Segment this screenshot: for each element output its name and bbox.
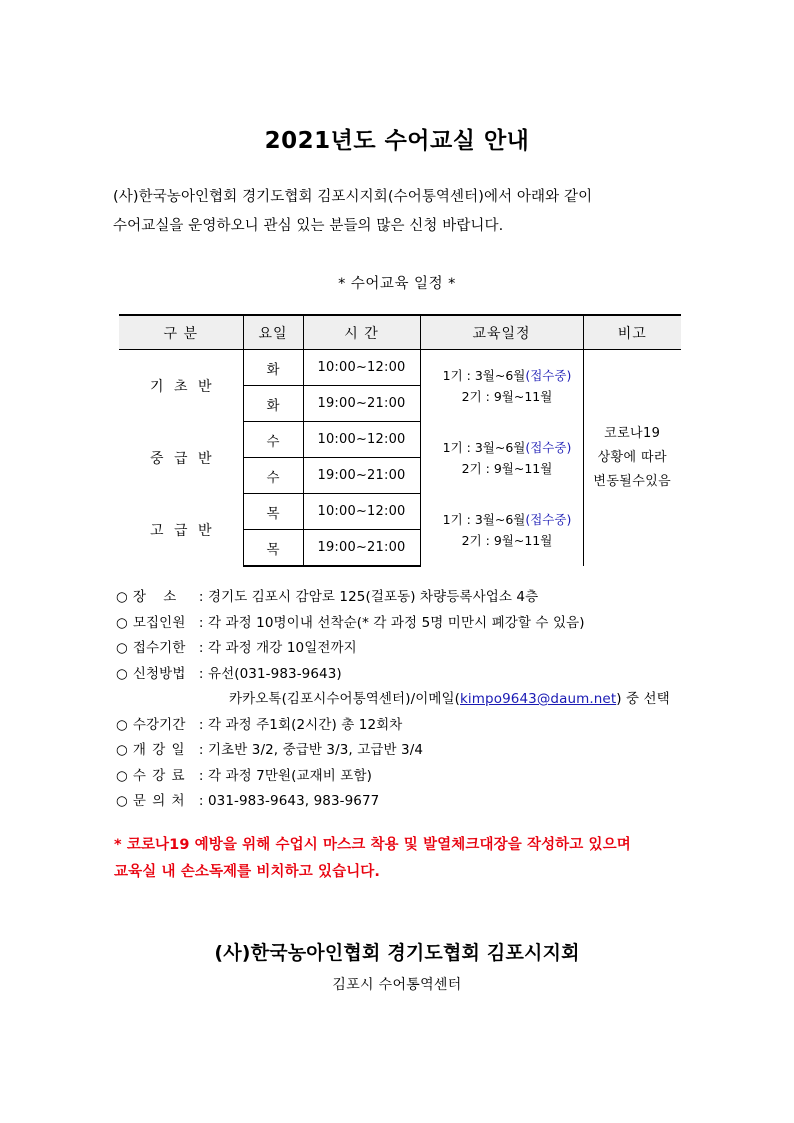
plan-term-1: [432, 365, 583, 386]
plan-term-1: [432, 509, 583, 530]
cell-day: 화: [243, 350, 303, 386]
bullet-icon: ○: [116, 614, 128, 631]
list-item-apply-method-alt: [116, 687, 696, 713]
cell-day: 목: [243, 494, 303, 530]
list-item-value: 기초반 3/2, 중급반 3/3, 고급반 3/4: [207, 742, 424, 758]
list-item-fee: [116, 764, 696, 790]
signature-center: 김포시 수어통역센터: [332, 977, 462, 993]
intro-paragraph: [113, 183, 683, 241]
schedule-table: [119, 314, 681, 567]
list-item-value: 경기도 김포시 감암로 125(걸포동) 차량등록사업소 4층: [207, 589, 539, 605]
list-item-value: 각 과정 개강 10일전까지: [207, 640, 357, 656]
list-item-value: 031-983-9643, 983-9677: [207, 793, 380, 809]
cell-day: 화: [243, 386, 303, 422]
table-row: [119, 350, 681, 386]
list-item-sep: :: [198, 614, 204, 631]
list-item-apply-method: [116, 662, 696, 688]
cell-time: 10:00~12:00: [303, 494, 420, 530]
bullet-icon: ○: [116, 640, 128, 656]
cell-day: 목: [243, 530, 303, 567]
intro-line-1: (사)한국농아인협회 경기도협회 김포시지회(수어통역센터)에서 아래와 같이: [113, 189, 593, 205]
remark-line-1: 코로나19: [604, 426, 661, 441]
bullet-icon: ○: [116, 793, 128, 809]
table-body: [119, 350, 681, 567]
cell-day: 수: [243, 458, 303, 494]
plan-term-1-text: 1기 : 3월~6월: [442, 439, 526, 455]
cell-plan: [420, 494, 583, 567]
covid-notice-line-1: * 코로나19 예방을 위해 수업시 마스크 착용 및 발열체크대장을 작성하고 있으며: [114, 837, 631, 853]
plan-term-1-text: 1기 : 3월~6월: [442, 511, 526, 527]
list-item-capacity: [116, 611, 696, 637]
list-item-value: 각 과정 주1회(2시간) 총 12회차: [207, 716, 403, 733]
list-item-sep: :: [198, 640, 204, 656]
col-header-bigo: 비고: [583, 315, 681, 350]
bullet-icon: ○: [116, 589, 128, 605]
list-item-value: 유선(031-983-9643): [207, 665, 342, 682]
signature-organization: (사)한국농아인협회 경기도협회 김포시지회: [214, 942, 580, 964]
list-item-label: 문 의 처: [132, 793, 186, 809]
cell-remark: [583, 350, 681, 567]
cell-time: 19:00~21:00: [303, 458, 420, 494]
plan-term-1-status: (접수중): [525, 439, 572, 455]
plan-term-1-status: (접수중): [525, 511, 572, 527]
cell-time: 19:00~21:00: [303, 386, 420, 422]
schedule-caption: * 수어교육 일정 *: [338, 276, 456, 292]
bullet-icon: ○: [116, 665, 128, 682]
table-header: [119, 315, 681, 350]
list-item-contact: [116, 789, 696, 815]
bullet-icon: ○: [116, 716, 128, 733]
list-item-label: 신청방법: [132, 665, 186, 682]
bullet-icon: ○: [116, 767, 128, 784]
plan-term-1-status: (접수중): [525, 367, 572, 383]
col-header-sigan: 시 간: [303, 315, 420, 350]
plan-term-1: [432, 437, 583, 458]
list-item-value: 각 과정 10명이내 선착순(* 각 과정 5명 미만시 폐강할 수 있음): [207, 614, 585, 631]
covid-notice: [114, 832, 686, 886]
plan-term-2: 2기 : 9월~11월: [461, 388, 553, 404]
list-item-label: 모집인원: [132, 614, 186, 631]
cell-day: 수: [243, 422, 303, 458]
cell-plan: [420, 422, 583, 494]
list-item-label: 수 강 료: [132, 767, 186, 784]
plan-term-2: 2기 : 9월~11월: [461, 460, 553, 476]
list-item-sep: :: [198, 665, 204, 682]
list-item-deadline: [116, 636, 696, 662]
email-link[interactable]: kimpo9643@daum.net: [460, 691, 617, 707]
list-item-sep: :: [198, 716, 204, 733]
table-header-row: [119, 315, 681, 350]
intro-line-2: 수어교실을 운영하오니 관심 있는 분들의 많은 신청 바랍니다.: [113, 218, 504, 234]
cell-time: 19:00~21:00: [303, 530, 420, 567]
list-item-sep: :: [198, 589, 204, 605]
cell-plan: [420, 350, 583, 422]
info-list: [116, 585, 696, 815]
apply-alt-suffix: ) 중 선택: [616, 691, 670, 707]
cell-time: 10:00~12:00: [303, 350, 420, 386]
plan-term-2: 2기 : 9월~11월: [461, 532, 553, 548]
list-item-start-date: [116, 738, 696, 764]
col-header-yoil: 요일: [243, 315, 303, 350]
plan-term-1-text: 1기 : 3월~6월: [442, 367, 526, 383]
list-item-location: [116, 585, 696, 611]
list-item-sep: :: [198, 767, 204, 784]
list-item-label: 수강기간: [132, 716, 186, 733]
cell-group-name: 고 급 반: [119, 494, 243, 567]
list-item-label: 개 강 일: [132, 742, 186, 758]
list-item-sep: :: [198, 742, 204, 758]
list-item-value: 각 과정 7만원(교재비 포함): [207, 767, 372, 784]
col-header-gubun: 구 분: [119, 315, 243, 350]
col-header-iljeong: 교육일정: [420, 315, 583, 350]
cell-group-name: 기 초 반: [119, 350, 243, 422]
covid-notice-line-2: 교육실 내 손소독제를 비치하고 있습니다.: [114, 864, 381, 880]
cell-group-name: 중 급 반: [119, 422, 243, 494]
list-item-duration: [116, 713, 696, 739]
remark-line-2: 상황에 따라: [597, 450, 667, 465]
list-item-sep: :: [198, 793, 204, 809]
remark-line-3: 변동될수있음: [593, 474, 672, 489]
apply-alt-prefix: 카카오톡(김포시수어통역센터)/이메일(: [229, 691, 461, 707]
list-item-label: 장 소: [132, 589, 183, 605]
bullet-icon: ○: [116, 742, 128, 758]
page-title: 2021년도 수어교실 안내: [264, 128, 530, 154]
list-item-label: 접수기한: [132, 640, 186, 656]
cell-time: 10:00~12:00: [303, 422, 420, 458]
